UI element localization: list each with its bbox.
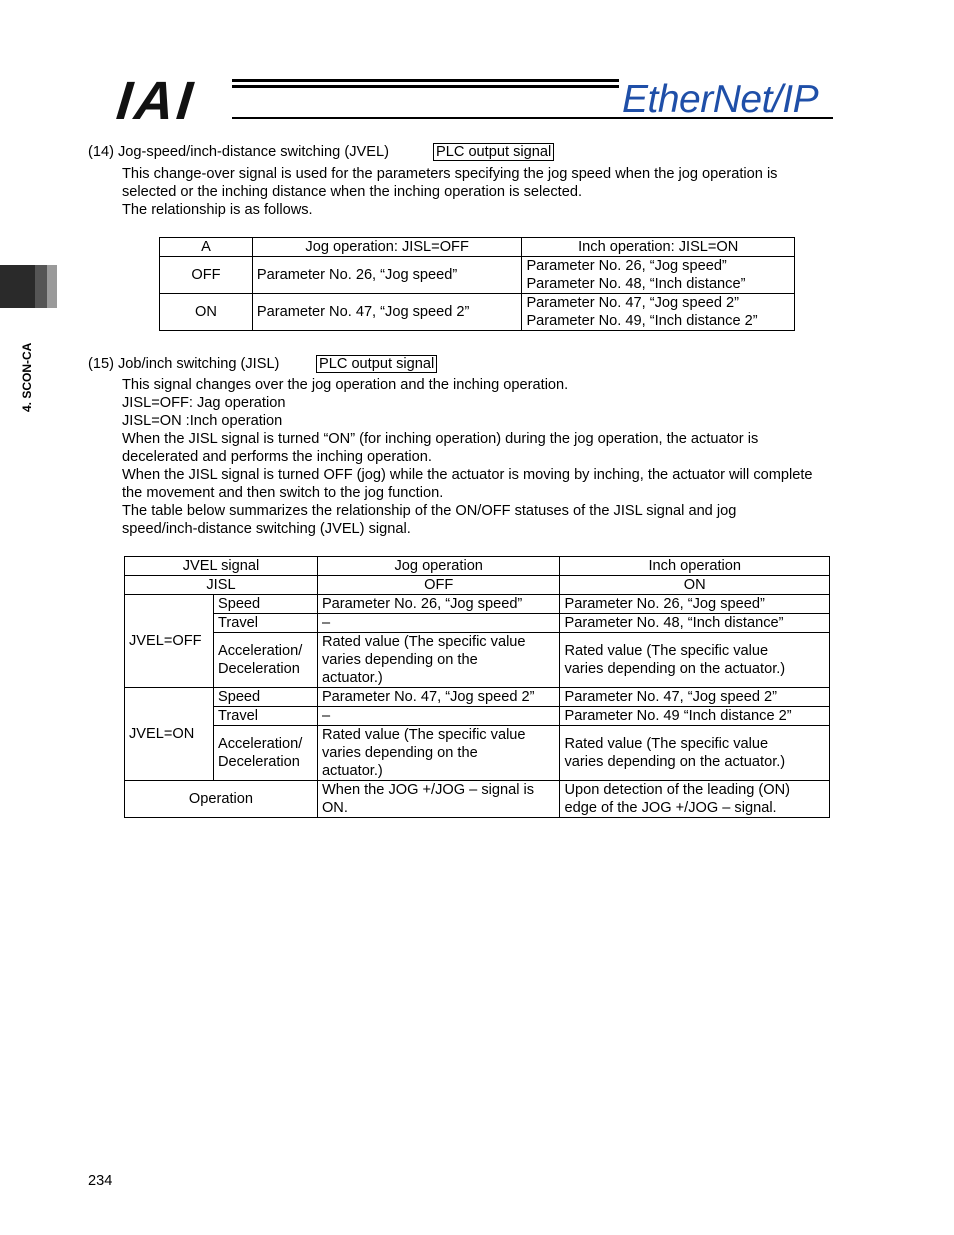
table-cell: Parameter No. 47, “Jog speed 2” — [560, 688, 830, 707]
table-header-cell: Inch operation: JISL=ON — [522, 238, 795, 257]
table-row — [125, 633, 830, 688]
chapter-tab-marker — [0, 265, 35, 308]
cell-line: Rated value (The specific value — [564, 643, 769, 659]
cell-line: Upon detection of the leading (ON) — [564, 782, 791, 798]
table-cell — [317, 633, 560, 688]
table-cell: Parameter No. 26, “Jog speed” — [252, 257, 522, 294]
plc-output-signal-badge: PLC output signal — [433, 143, 554, 161]
cell-line: Parameter No. 48, “Inch distance” — [526, 276, 746, 292]
table-cell — [560, 726, 830, 781]
section-14-text: The relationship is as follows. — [122, 202, 313, 218]
table-cell: Travel — [213, 614, 317, 633]
header-rule — [232, 85, 619, 88]
chapter-tab-marker — [35, 265, 47, 308]
chapter-label: 4. SCON-CA — [20, 342, 34, 412]
section-15-text: JISL=ON :Inch operation — [122, 413, 283, 429]
section-14-heading: (14) Jog-speed/inch-distance switching (JVEL) — [88, 144, 389, 160]
cell-line: varies depending on the — [321, 745, 478, 761]
table-cell: Operation — [125, 781, 318, 818]
table-cell: OFF — [160, 257, 253, 294]
table-cell — [317, 781, 560, 818]
section-15-text: The table below summarizes the relationship of the ON/OFF statuses of the JISL signal and jog — [122, 503, 737, 519]
table-header-cell: JVEL signal — [125, 557, 318, 576]
table-row — [125, 614, 830, 633]
section-15-text: When the JISL signal is turned “ON” (for inching operation) during the jog operation, the actuator is — [122, 431, 759, 447]
section-15-heading: (15) Job/inch switching (JISL) — [88, 356, 280, 372]
table-row — [125, 595, 830, 614]
table-cell: Parameter No. 47, “Jog speed 2” — [317, 688, 560, 707]
cell-line: Rated value (The specific value — [321, 634, 526, 650]
section-15-text: speed/inch-distance switching (JVEL) signal. — [122, 521, 411, 537]
table-header-cell: A — [160, 238, 253, 257]
table-cell: Parameter No. 26, “Jog speed” — [560, 595, 830, 614]
table-cell — [213, 726, 317, 781]
table-row — [160, 294, 795, 331]
cell-line: varies depending on the actuator.) — [564, 661, 786, 677]
table-cell: Travel — [213, 707, 317, 726]
table-cell — [560, 781, 830, 818]
table-cell — [317, 726, 560, 781]
cell-line: ON. — [321, 800, 348, 816]
cell-line: edge of the JOG +/JOG – signal. — [564, 800, 777, 816]
section-15-text: decelerated and performs the inching operation. — [122, 449, 432, 465]
jvel-relationship-table — [159, 237, 795, 331]
jisl-jvel-summary-table — [124, 556, 830, 818]
cell-line: When the JOG +/JOG – signal is — [321, 782, 535, 798]
table-cell: Speed — [213, 688, 317, 707]
table-header-cell: OFF — [317, 576, 560, 595]
table-cell: ON — [160, 294, 253, 331]
table-cell: Parameter No. 49 “Inch distance 2” — [560, 707, 830, 726]
section-15-text: JISL=OFF: Jag operation — [122, 395, 286, 411]
section-14-text: This change-over signal is used for the parameters specifying the jog speed when the jog operation is — [122, 166, 778, 182]
cell-line: varies depending on the — [321, 652, 478, 668]
table-header-cell: Jog operation: JISL=OFF — [252, 238, 522, 257]
table-cell: – — [317, 614, 560, 633]
cell-line: Deceleration — [217, 661, 300, 677]
table-header-cell: ON — [560, 576, 830, 595]
table-header-row — [160, 238, 795, 257]
cell-line: Rated value (The specific value — [321, 727, 526, 743]
group-label-cell: JVEL=ON — [125, 688, 214, 781]
table-cell — [522, 257, 795, 294]
cell-line: Rated value (The specific value — [564, 736, 769, 752]
table-header-cell: JISL — [125, 576, 318, 595]
table-cell: Parameter No. 48, “Inch distance” — [560, 614, 830, 633]
table-cell: Parameter No. 47, “Jog speed 2” — [252, 294, 522, 331]
page-number: 234 — [88, 1173, 113, 1189]
cell-line: Acceleration/ — [217, 736, 303, 752]
table-header-row — [125, 576, 830, 595]
table-header-row — [125, 557, 830, 576]
cell-line: actuator.) — [321, 670, 383, 686]
cell-line: Parameter No. 47, “Jog speed 2” — [526, 295, 739, 311]
table-cell: Parameter No. 26, “Jog speed” — [317, 595, 560, 614]
table-cell — [560, 633, 830, 688]
table-header-cell: Inch operation — [560, 557, 830, 576]
table-row — [125, 688, 830, 707]
cell-line: Acceleration/ — [217, 643, 303, 659]
table-cell — [213, 633, 317, 688]
section-15-text: When the JISL signal is turned OFF (jog) while the actuator is moving by inching, the actuator will complete — [122, 467, 813, 483]
header-rule — [232, 79, 619, 82]
table-row — [125, 707, 830, 726]
section-15-text: This signal changes over the jog operation and the inching operation. — [122, 377, 569, 393]
section-14-text: selected or the inching distance when the inching operation is selected. — [122, 184, 582, 200]
cell-line: Parameter No. 49, “Inch distance 2” — [526, 313, 758, 329]
cell-line: actuator.) — [321, 763, 383, 779]
group-label-cell: JVEL=OFF — [125, 595, 214, 688]
table-cell — [522, 294, 795, 331]
table-row — [125, 726, 830, 781]
table-cell: – — [317, 707, 560, 726]
cell-line: Deceleration — [217, 754, 300, 770]
table-header-cell: Jog operation — [317, 557, 560, 576]
table-cell: Speed — [213, 595, 317, 614]
plc-output-signal-badge: PLC output signal — [316, 355, 437, 373]
cell-line: varies depending on the actuator.) — [564, 754, 786, 770]
table-row — [125, 781, 830, 818]
section-15-text: the movement and then switch to the jog function. — [122, 485, 444, 501]
iai-logo: IAI — [113, 71, 199, 131]
chapter-tab-marker — [47, 265, 57, 308]
table-row — [160, 257, 795, 294]
cell-line: Parameter No. 26, “Jog speed” — [526, 258, 727, 274]
ethernet-ip-logo: EtherNet/IP — [622, 78, 819, 121]
